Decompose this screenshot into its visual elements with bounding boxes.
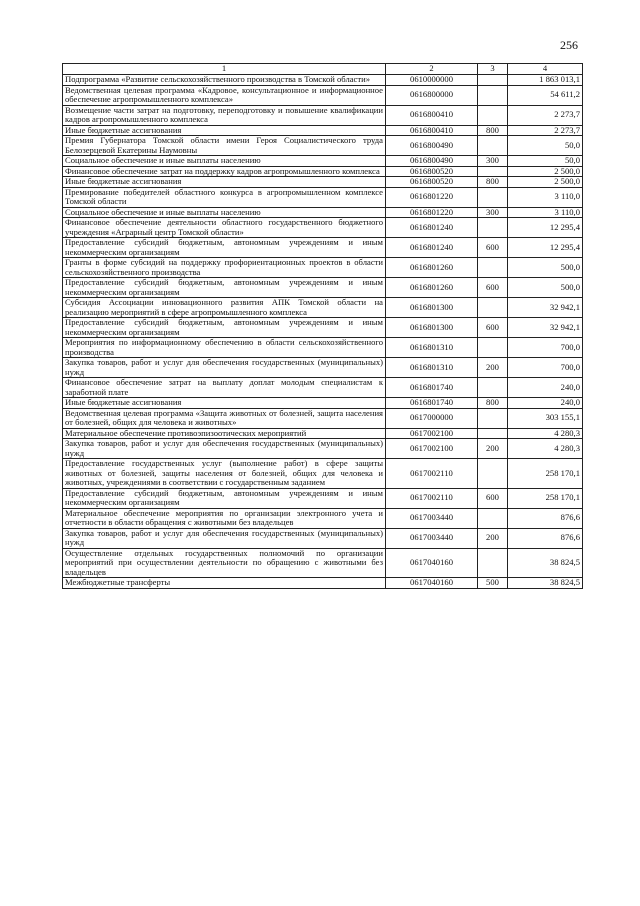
row-type: 800 bbox=[478, 398, 508, 409]
row-sum: 500,0 bbox=[508, 258, 583, 278]
row-type: 500 bbox=[478, 578, 508, 589]
row-name: Предоставление государственных услуг (выполнение работ) в сфере защиты животных от болезней, защиты населения от болезней, общих для человека и животных, учреждениями в соответствии с государственным заданием bbox=[63, 459, 386, 489]
row-code: 0617002110 bbox=[386, 459, 478, 489]
row-sum: 54 611,2 bbox=[508, 85, 583, 105]
table-row bbox=[63, 187, 583, 207]
table-row bbox=[63, 318, 583, 338]
row-sum: 2 500,0 bbox=[508, 177, 583, 188]
row-sum: 700,0 bbox=[508, 338, 583, 358]
row-name: Иные бюджетные ассигнования bbox=[63, 125, 386, 136]
row-code: 0616800490 bbox=[386, 156, 478, 167]
row-sum: 700,0 bbox=[508, 358, 583, 378]
row-code: 0616800000 bbox=[386, 85, 478, 105]
row-name: Подпрограмма «Развитие сельскохозяйственного производства в Томской области» bbox=[63, 75, 386, 86]
table-row bbox=[63, 338, 583, 358]
row-name: Премирование победителей областного конкурса в агропромышленном комплексе Томской области bbox=[63, 187, 386, 207]
row-type bbox=[478, 428, 508, 439]
row-code: 0616801260 bbox=[386, 278, 478, 298]
row-name: Ведомственная целевая программа «Кадровое, консультационное и информационное обеспечение агропромышленного комплекса» bbox=[63, 85, 386, 105]
table-row bbox=[63, 548, 583, 578]
row-sum: 876,6 bbox=[508, 508, 583, 528]
table-row bbox=[63, 528, 583, 548]
row-type bbox=[478, 85, 508, 105]
row-sum: 258 170,1 bbox=[508, 488, 583, 508]
row-code: 0616801740 bbox=[386, 398, 478, 409]
row-name: Межбюджетные трансферты bbox=[63, 578, 386, 589]
table-row bbox=[63, 298, 583, 318]
row-sum: 2 500,0 bbox=[508, 166, 583, 177]
table-row bbox=[63, 238, 583, 258]
row-sum: 2 273,7 bbox=[508, 125, 583, 136]
row-type bbox=[478, 75, 508, 86]
row-code: 0616801310 bbox=[386, 358, 478, 378]
table-row bbox=[63, 398, 583, 409]
row-name: Осуществление отдельных государственных полномочий по организации мероприятий при осуществлении деятельности по обращению с животными без владельцев bbox=[63, 548, 386, 578]
table-row bbox=[63, 85, 583, 105]
header-col-2: 2 bbox=[386, 64, 478, 75]
row-type bbox=[478, 166, 508, 177]
row-sum: 4 280,3 bbox=[508, 428, 583, 439]
row-name: Материальное обеспечение мероприятия по организации электронного учета и отчетности в области обращения с животными без владельцев bbox=[63, 508, 386, 528]
row-type bbox=[478, 187, 508, 207]
table-row bbox=[63, 105, 583, 125]
row-type: 200 bbox=[478, 528, 508, 548]
row-sum: 32 942,1 bbox=[508, 318, 583, 338]
row-type: 600 bbox=[478, 278, 508, 298]
table-row bbox=[63, 488, 583, 508]
row-sum: 240,0 bbox=[508, 378, 583, 398]
row-name: Ведомственная целевая программа «Защита животных от болезней, защита населения от болезней, общих для человека и животных» bbox=[63, 408, 386, 428]
row-code: 0616801240 bbox=[386, 238, 478, 258]
table-row bbox=[63, 156, 583, 167]
row-name: Иные бюджетные ассигнования bbox=[63, 398, 386, 409]
table-header-row bbox=[63, 64, 583, 75]
row-name: Закупка товаров, работ и услуг для обеспечения государственных (муниципальных) нужд bbox=[63, 528, 386, 548]
row-type bbox=[478, 459, 508, 489]
row-type: 300 bbox=[478, 207, 508, 218]
table-row bbox=[63, 125, 583, 136]
row-type bbox=[478, 378, 508, 398]
row-code: 0616801220 bbox=[386, 187, 478, 207]
row-name: Материальное обеспечение противоэпизоотических мероприятий bbox=[63, 428, 386, 439]
row-name: Финансовое обеспечение затрат на выплату доплат молодым специалистам к заработной плате bbox=[63, 378, 386, 398]
row-name: Мероприятия по информационному обеспечению в области сельскохозяйственного производства bbox=[63, 338, 386, 358]
row-sum: 500,0 bbox=[508, 278, 583, 298]
row-type bbox=[478, 105, 508, 125]
row-sum: 38 824,5 bbox=[508, 548, 583, 578]
table-row bbox=[63, 578, 583, 589]
row-code: 0617003440 bbox=[386, 508, 478, 528]
row-sum: 258 170,1 bbox=[508, 459, 583, 489]
row-name: Социальное обеспечение и иные выплаты населению bbox=[63, 156, 386, 167]
row-code: 0617002100 bbox=[386, 439, 478, 459]
row-type: 600 bbox=[478, 238, 508, 258]
row-code: 0616801740 bbox=[386, 378, 478, 398]
row-type bbox=[478, 258, 508, 278]
row-code: 0616801240 bbox=[386, 218, 478, 238]
row-name: Субсидия Ассоциации инновационного развития АПК Томской области на реализацию мероприятий в сфере агропромышленного комплекса bbox=[63, 298, 386, 318]
table-row bbox=[63, 358, 583, 378]
row-sum: 50,0 bbox=[508, 156, 583, 167]
row-type bbox=[478, 408, 508, 428]
row-sum: 12 295,4 bbox=[508, 218, 583, 238]
page-number: 256 bbox=[560, 38, 578, 52]
table-row bbox=[63, 218, 583, 238]
row-sum: 303 155,1 bbox=[508, 408, 583, 428]
table-row bbox=[63, 508, 583, 528]
table-row bbox=[63, 75, 583, 86]
row-sum: 12 295,4 bbox=[508, 238, 583, 258]
row-sum: 1 863 013,1 bbox=[508, 75, 583, 86]
row-name: Возмещение части затрат на подготовку, переподготовку и повышение квалификации кадров агропромышленного комплекса bbox=[63, 105, 386, 125]
table-row bbox=[63, 136, 583, 156]
row-sum: 2 273,7 bbox=[508, 105, 583, 125]
row-code: 0617002100 bbox=[386, 428, 478, 439]
row-code: 0616800410 bbox=[386, 125, 478, 136]
table-row bbox=[63, 207, 583, 218]
row-sum: 4 280,3 bbox=[508, 439, 583, 459]
row-code: 0617003440 bbox=[386, 528, 478, 548]
table-row bbox=[63, 428, 583, 439]
row-name: Иные бюджетные ассигнования bbox=[63, 177, 386, 188]
row-code: 0616800490 bbox=[386, 136, 478, 156]
row-type: 800 bbox=[478, 177, 508, 188]
row-code: 0616801310 bbox=[386, 338, 478, 358]
row-sum: 240,0 bbox=[508, 398, 583, 409]
row-type: 600 bbox=[478, 318, 508, 338]
row-code: 0617040160 bbox=[386, 548, 478, 578]
row-sum: 38 824,5 bbox=[508, 578, 583, 589]
row-name: Предоставление субсидий бюджетным, автономным учреждениям и иным некоммерческим организациям bbox=[63, 488, 386, 508]
row-code: 0616801220 bbox=[386, 207, 478, 218]
row-sum: 50,0 bbox=[508, 136, 583, 156]
row-code: 0610000000 bbox=[386, 75, 478, 86]
row-name: Социальное обеспечение и иные выплаты населению bbox=[63, 207, 386, 218]
table-row bbox=[63, 439, 583, 459]
row-type bbox=[478, 548, 508, 578]
table-row bbox=[63, 177, 583, 188]
header-col-1: 1 bbox=[63, 64, 386, 75]
table-row bbox=[63, 278, 583, 298]
table-body bbox=[63, 75, 583, 589]
header-col-4: 4 bbox=[508, 64, 583, 75]
row-code: 0616800520 bbox=[386, 177, 478, 188]
row-code: 0617000000 bbox=[386, 408, 478, 428]
row-code: 0616801260 bbox=[386, 258, 478, 278]
row-name: Финансовое обеспечение деятельности областного государственного бюджетного учреждения «Аграрный центр Томской области» bbox=[63, 218, 386, 238]
row-name: Финансовое обеспечение затрат на поддержку кадров агропромышленного комплекса bbox=[63, 166, 386, 177]
table-row bbox=[63, 166, 583, 177]
row-type bbox=[478, 218, 508, 238]
row-name: Предоставление субсидий бюджетным, автономным учреждениям и иным некоммерческим организациям bbox=[63, 238, 386, 258]
row-code: 0617002110 bbox=[386, 488, 478, 508]
row-code: 0616801300 bbox=[386, 318, 478, 338]
row-type: 200 bbox=[478, 358, 508, 378]
row-name: Гранты в форме субсидий на поддержку профориентационных проектов в области сельскохозяйственного производства bbox=[63, 258, 386, 278]
header-col-3: 3 bbox=[478, 64, 508, 75]
row-code: 0616800520 bbox=[386, 166, 478, 177]
row-name: Закупка товаров, работ и услуг для обеспечения государственных (муниципальных) нужд bbox=[63, 439, 386, 459]
row-sum: 3 110,0 bbox=[508, 207, 583, 218]
budget-table bbox=[62, 63, 583, 589]
row-sum: 32 942,1 bbox=[508, 298, 583, 318]
row-name: Закупка товаров, работ и услуг для обеспечения государственных (муниципальных) нужд bbox=[63, 358, 386, 378]
row-type: 200 bbox=[478, 439, 508, 459]
row-type bbox=[478, 136, 508, 156]
row-name: Предоставление субсидий бюджетным, автономным учреждениям и иным некоммерческим организациям bbox=[63, 278, 386, 298]
row-code: 0616801300 bbox=[386, 298, 478, 318]
row-type: 600 bbox=[478, 488, 508, 508]
row-type bbox=[478, 338, 508, 358]
table-row bbox=[63, 459, 583, 489]
row-type bbox=[478, 298, 508, 318]
row-type: 300 bbox=[478, 156, 508, 167]
row-sum: 3 110,0 bbox=[508, 187, 583, 207]
row-type bbox=[478, 508, 508, 528]
row-code: 0617040160 bbox=[386, 578, 478, 589]
table-row bbox=[63, 378, 583, 398]
row-name: Премия Губернатора Томской области имени Героя Социалистического труда Белозерцевой Екатерины Наумовны bbox=[63, 136, 386, 156]
row-type: 800 bbox=[478, 125, 508, 136]
table-row bbox=[63, 258, 583, 278]
table-row bbox=[63, 408, 583, 428]
row-name: Предоставление субсидий бюджетным, автономным учреждениям и иным некоммерческим организациям bbox=[63, 318, 386, 338]
row-sum: 876,6 bbox=[508, 528, 583, 548]
row-code: 0616800410 bbox=[386, 105, 478, 125]
